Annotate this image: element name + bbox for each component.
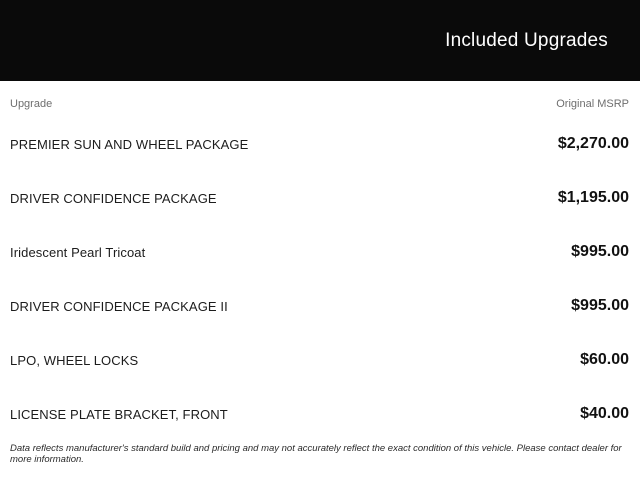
upgrade-price: $2,270.00 xyxy=(557,135,629,152)
upgrade-price: $1,195.00 xyxy=(557,189,629,206)
table-rows xyxy=(10,117,629,441)
disclaimer-text: Data reflects manufacturer's standard build and pricing and may not accurately reflect the exact condition of this vehicle. Please contact dealer for more information. xyxy=(10,443,622,466)
upgrade-name: DRIVER CONFIDENCE PACKAGE II xyxy=(10,298,228,314)
table-row xyxy=(10,171,629,225)
upgrade-name: LPO, WHEEL LOCKS xyxy=(10,352,139,368)
table-column-headers xyxy=(10,98,629,110)
table-row xyxy=(10,225,629,279)
column-header-msrp: Original MSRP xyxy=(556,98,629,110)
upgrades-table xyxy=(0,98,640,466)
upgrade-name: Iridescent Pearl Tricoat xyxy=(10,244,146,260)
table-row xyxy=(10,387,629,441)
upgrade-name: DRIVER CONFIDENCE PACKAGE xyxy=(10,190,217,206)
column-header-upgrade: Upgrade xyxy=(10,98,53,110)
upgrade-name: PREMIER SUN AND WHEEL PACKAGE xyxy=(10,136,249,152)
panel-header xyxy=(0,0,640,81)
upgrade-price: $995.00 xyxy=(571,297,629,314)
table-row xyxy=(10,279,629,333)
table-row xyxy=(10,333,629,387)
table-row xyxy=(10,117,629,171)
panel-title: Included Upgrades xyxy=(445,29,608,51)
upgrade-name: LICENSE PLATE BRACKET, FRONT xyxy=(10,406,228,422)
upgrade-price: $995.00 xyxy=(571,243,629,260)
upgrade-price: $60.00 xyxy=(580,351,629,368)
upgrade-price: $40.00 xyxy=(580,405,629,422)
